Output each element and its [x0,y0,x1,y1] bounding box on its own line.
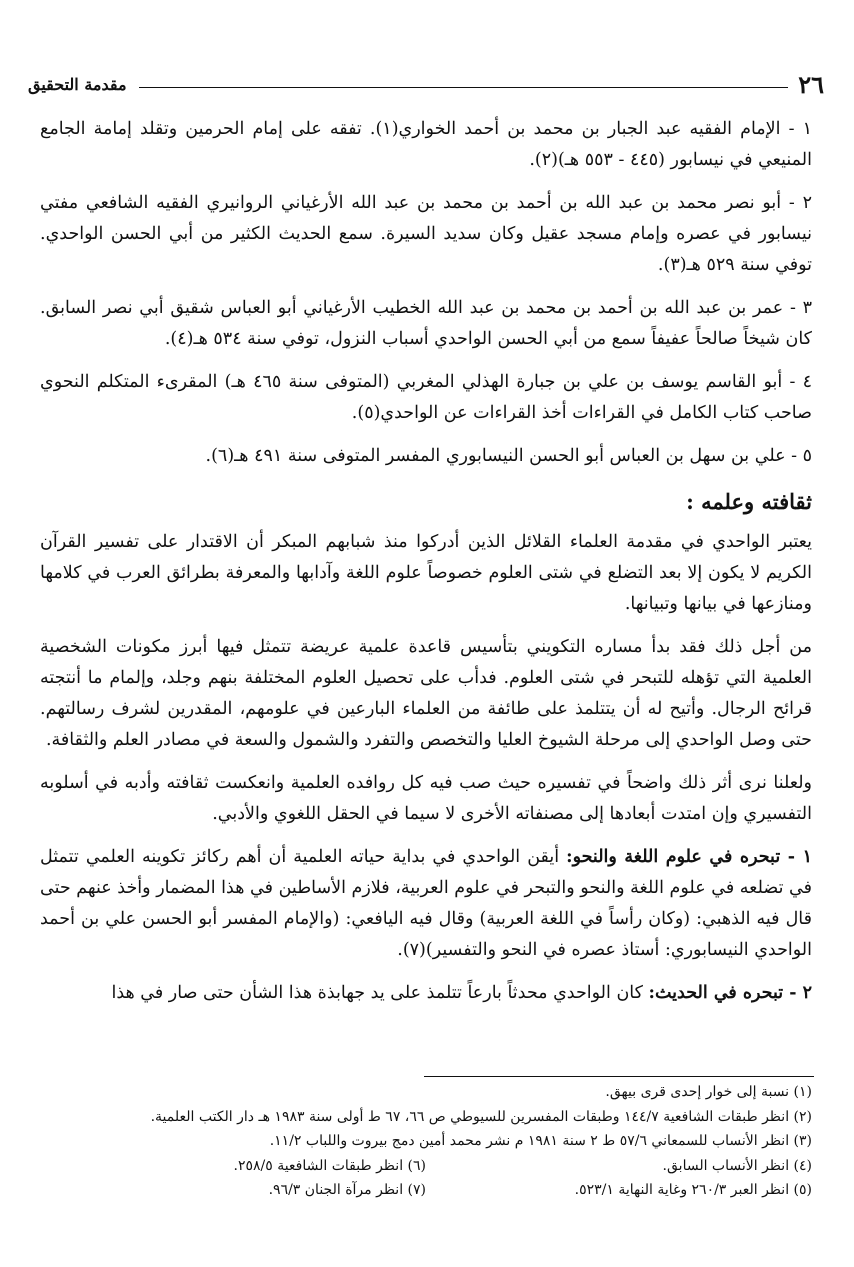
body-paragraph: ولعلنا نرى أثر ذلك واضحاً في تفسيره حيث صب فيه كل روافده العلمية وانعكست ثقافته وأدبه في أسلوبه التفسيري وإن امتدت أبعادها إلى مصنفاته الأخرى لا سيما في الحقل اللغوي والأدبي. [40,773,812,824]
point-language-text: أيقن الواحدي في بداية حياته العلمية أن أهم ركائز تكوينه العلمي تتمثل في تضلعه في علوم اللغة والنحو والتبحر في علوم العربية، فلازم الأساطين في هذا المضمار وأخذ عنهم حتى قال فيه الذهبي: (وكان رأساً في اللغة العربية) وقال فيه اليافعي: (والإمام المفسر أبو الحسن علي بن أحمد الواحدي النيسابوري: أستاذ عصره في النحو والتفسير)(٧). [40,847,812,960]
teacher-entry: ٤ - أبو القاسم يوسف بن علي بن جبارة الهذلي المغربي (المتوفى سنة ٤٦٥ هـ) المقرىء المتكلم النحوي صاحب كتاب الكامل في القراءات أخذ القراءات عن الواحدي(٥). [40,372,813,423]
teacher-entry: ٢ - أبو نصر محمد بن عبد الله بن أحمد بن محمد بن عبد الله الأرغياني الروانيري الفقيه الشافعي مفتي نيسابور في عصره وإمام مسجد عقيل وكان سديد السيرة. سمع الحديث الكثير من أبي الحسن الواحدي. توفي سنة ٥٢٩ هـ(٣). [40,193,812,275]
section-heading: ثقافته وعلمه : [686,489,812,514]
teacher-entry: ٣ - عمر بن عبد الله بن أحمد بن محمد بن عبد الله الخطيب الأرغياني أبو العباس شقيق أبي نصر السابق. كان شيخاً صالحاً عفيفاً سمع من أبي الحسن الواحدي أسباب النزول، توفي سنة ٥٣٤ هـ(٤). [40,298,812,349]
main-text [40,114,812,1021]
point-language-lead: ١ - تبحره في علوم اللغة والنحو: [566,847,812,867]
page-header [28,68,824,100]
footnote: (٥) انظر العبر ٢٦٠/٣ وغاية النهاية ٥٢٣/١. [574,1182,812,1198]
footnote: (٢) انظر طبقات الشافعية ١٤٤/٧ وطبقات المفسرين للسيوطي ص ٦٦، ٦٧ ط أولى سنة ١٩٨٣ هـ دار الكتب العلمية. [150,1108,812,1125]
footnote-row [40,1154,812,1179]
footnote-rule [424,1076,814,1077]
running-title: مقدمة التحقيق [28,74,127,94]
page-number: ٢٦ [798,69,824,99]
teacher-entry: ١ - الإمام الفقيه عبد الجبار بن محمد بن أحمد الخواري(١). تفقه على إمام الحرمين وتقلد إمامة الجامع المنيعي في نيسابور (٤٤٥ - ٥٥٣ هـ)(٢). [40,119,812,170]
body-paragraph: يعتبر الواحدي في مقدمة العلماء القلائل الذين أدركوا منذ شبابهم المبكر أن الاقتدار على تفسير القرآن الكريم لا يكون إلا بعد التضلع في شتى العلوم خصوصاً علوم اللغة وآدابها والمعرفة بطرائق العرب في كلامها ومنازعها في بيانها وتبيانها. [40,532,812,614]
footnote: (٦) انظر طبقات الشافعية ٢٥٨/٥. [233,1157,426,1174]
footnote-row [40,1178,812,1203]
point-language [40,842,812,966]
point-hadith [40,978,812,1009]
footnote: (١) نسبة إلى خوار إحدى قرى بيهق. [605,1084,812,1100]
footnotes [40,1080,812,1203]
footnote: (٣) انظر الأنساب للسمعاني ٥٧/٦ ط ٢ سنة ١٩٨١ م نشر محمد أمين دمج بيروت واللباب ١١/٢. [269,1133,812,1149]
point-hadith-text: كان الواحدي محدثاً بارعاً تتلمذ على يد جهابذة هذا الشأن حتى صار في هذا [111,983,649,1003]
footnote: (٤) انظر الأنساب السابق. [662,1157,812,1174]
footnote: (٧) انظر مرآة الجنان ٩٦/٣. [268,1182,426,1198]
point-hadith-lead: ٢ - تبحره في الحديث: [648,983,812,1003]
body-paragraph: من أجل ذلك فقد بدأ مساره التكويني بتأسيس قاعدة علمية عريضة تتمثل فيها أبرز مكونات الشخصية العلمية التي تؤهله للتبحر في شتى العلوم. فدأب على تحصيل العلوم المختلفة بنهم وجلد، وإلمام ما أنتجته قرائح الرجال. وأتيح له أن يتتلمذ على طائفة من العلماء البارعين في علومهم، المقدرين لشرف رسالتهم. حتى وصل الواحدي إلى مرحلة الشيوخ العليا والتخصص والتفرد والشمول والسعة في مصادر العلم والثقافة. [40,637,812,750]
header-rule [139,87,789,88]
teacher-entry: ٥ - علي بن سهل بن العباس أبو الحسن النيسابوري المفسر المتوفى سنة ٤٩١ هـ(٦). [205,446,812,466]
